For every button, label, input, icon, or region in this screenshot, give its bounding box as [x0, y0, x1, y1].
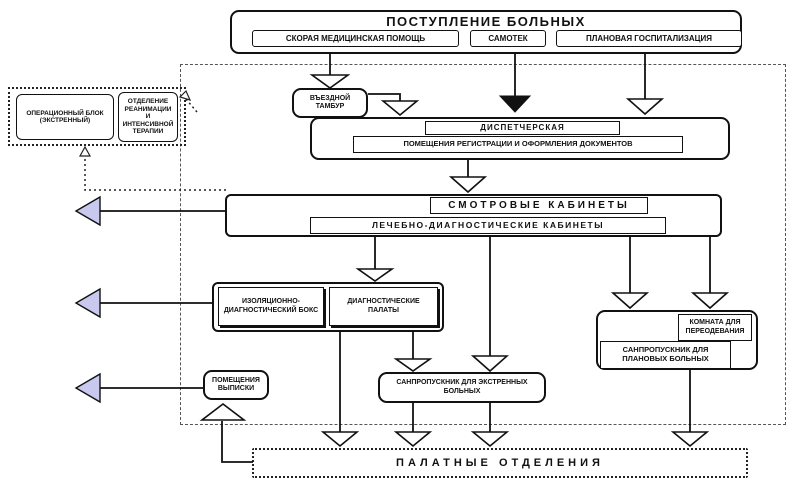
node-ambulance: СКОРАЯ МЕДИЦИНСКАЯ ПОМОЩЬ [252, 30, 459, 47]
node-icu: ОТДЕЛЕНИЕ РЕАНИМАЦИИ И ИНТЕНСИВНОЙ ТЕРАПИИ [118, 92, 178, 142]
node-operating-block: ОПЕРАЦИОННЫЙ БЛОК (ЭКСТРЕННЫЙ) [16, 94, 114, 140]
node-entry-vestibule: ВЪЕЗДНОЙ ТАМБУР [292, 88, 368, 118]
arrow-left-icons [76, 197, 100, 402]
node-isolation-diagnostic-box: ИЗОЛЯЦИОННО-ДИАГНОСТИЧЕСКИЙ БОКС [218, 287, 324, 326]
node-changing-room: КОМНАТА ДЛЯ ПЕРЕОДЕВАНИЯ [678, 314, 752, 341]
node-admission-label: ПОСТУПЛЕНИЕ БОЛЬНЫХ [386, 14, 586, 29]
node-registration: ПОМЕЩЕНИЯ РЕГИСТРАЦИИ И ОФОРМЛЕНИЯ ДОКУМЕНТОВ [353, 136, 683, 153]
node-sanitary-pass-emergency: САНПРОПУСКНИК ДЛЯ ЭКСТРЕННЫХ БОЛЬНЫХ [378, 372, 546, 403]
node-planned-hospitalization: ПЛАНОВАЯ ГОСПИТАЛИЗАЦИЯ [556, 30, 742, 47]
node-walkin: САМОТЕК [470, 30, 546, 47]
node-discharge-rooms: ПОМЕЩЕНИЯ ВЫПИСКИ [203, 370, 269, 400]
node-exam-rooms: СМОТРОВЫЕ КАБИНЕТЫ [430, 197, 648, 214]
node-treatment-diagnostic-rooms: ЛЕЧЕБНО-ДИАГНОСТИЧЕСКИЕ КАБИНЕТЫ [310, 217, 666, 234]
node-dispatcher: ДИСПЕТЧЕРСКАЯ [425, 121, 620, 135]
node-diagnostic-wards: ДИАГНОСТИЧЕСКИЕ ПАЛАТЫ [329, 287, 438, 326]
node-ward-departments: ПАЛАТНЫЕ ОТДЕЛЕНИЯ [252, 448, 748, 478]
node-sanitary-pass-planned: САНПРОПУСКНИК ДЛЯ ПЛАНОВЫХ БОЛЬНЫХ [600, 341, 731, 369]
